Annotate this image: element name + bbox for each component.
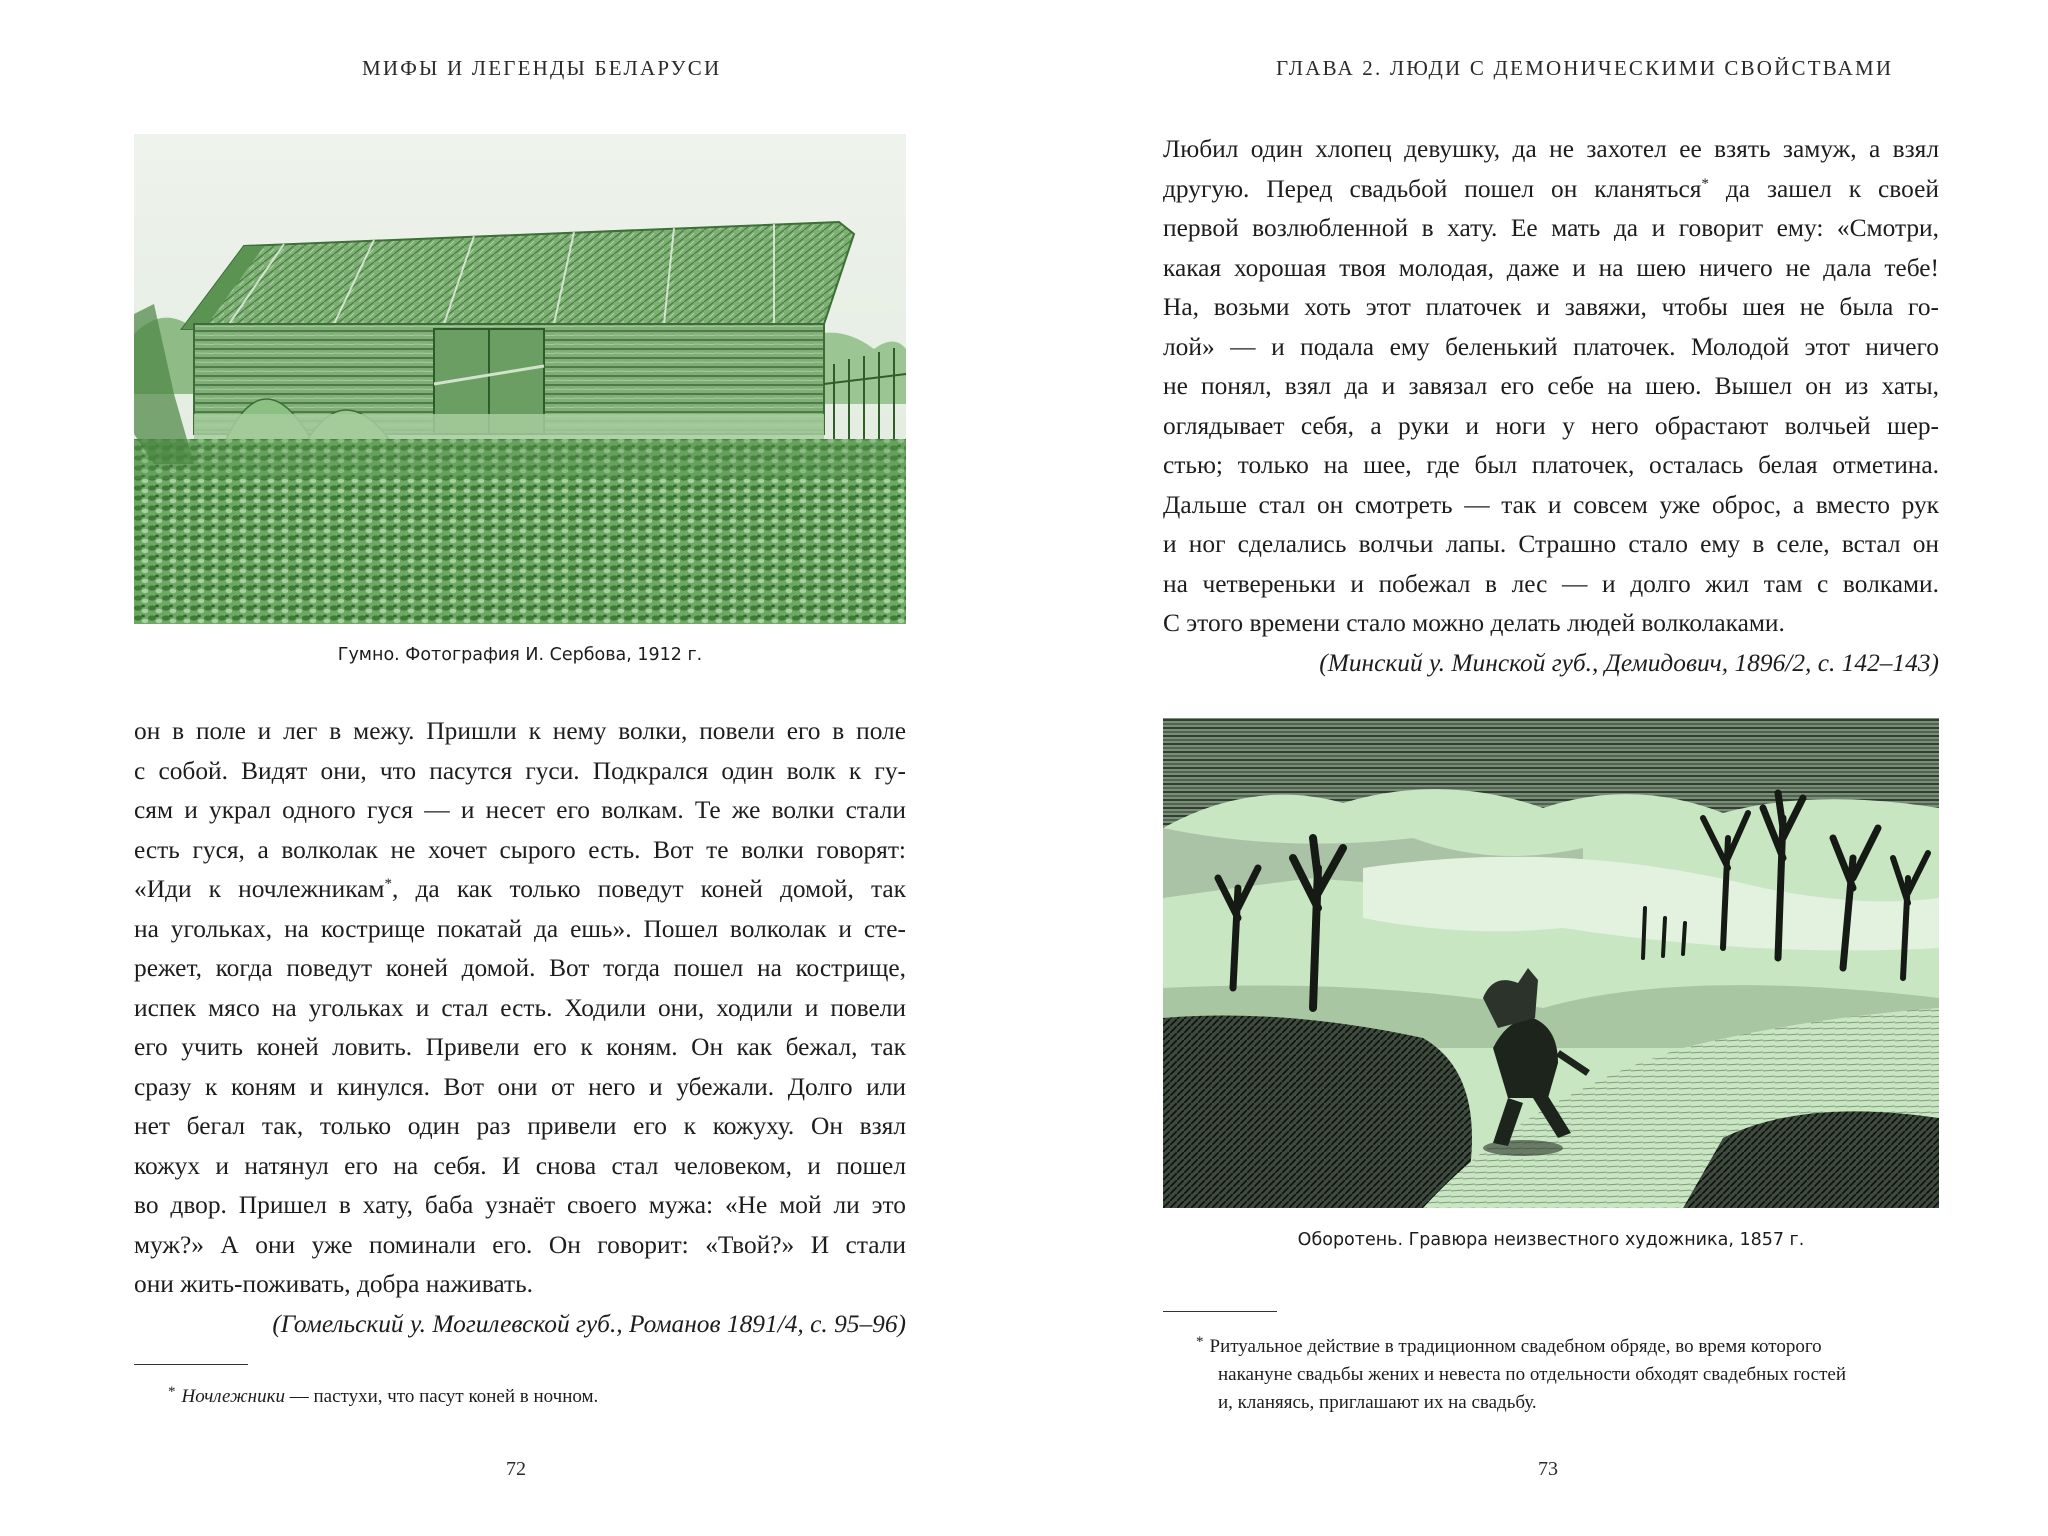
- text-line: оглядывает себя, а руки и ноги у него обрастают волчьей шер-: [1163, 411, 1939, 440]
- footnote-line: накануне свадьбы жених и невеста по отдельности обходят свадебных гостей: [1218, 1364, 1846, 1385]
- text-line-part: , да как только поведут коней домой, так: [392, 875, 906, 903]
- text-line: режет, когда поведут коней домой. Вот тогда пошел на кострище,: [134, 954, 906, 982]
- footnote-mark: *: [168, 1384, 176, 1400]
- text-line: кожух и натянул его на себя. И снова стал человеком, и пошел: [134, 1151, 906, 1180]
- footnote-line: [1196, 1328, 1938, 1361]
- footnote-left: [168, 1378, 908, 1411]
- running-head-left: МИФЫ И ЛЕГЕНДЫ БЕЛАРУСИ: [362, 56, 722, 80]
- text-line-part: другую. Перед свадьбой пошел он кланяться: [1163, 174, 1702, 203]
- text-line: первой возлюбленной в хату. Ее мать да и говорит ему: «Смотри,: [1163, 214, 1939, 242]
- text-line: его учить коней ловить. Привели его к коням. Он как бежал, так: [134, 1033, 906, 1061]
- text-line: есть гуся, а волколак не хочет сырого есть. Вот те волки говорят:: [134, 835, 906, 864]
- barn-photo-image: [134, 134, 906, 624]
- footnote-line: и, кланяясь, приглашают их на свадьбу.: [1218, 1392, 1537, 1413]
- figure-caption-right: Оборотень. Гравюра неизвестного художника, 1857 г.: [1297, 1230, 1805, 1250]
- footnote-text: Ритуальное действие в традиционном свадебном обряде, во время которого: [1209, 1336, 1822, 1357]
- text-line: с собой. Видят они, что пасутся гуси. Подкрался один волк к гу-: [134, 756, 906, 785]
- text-line: не понял, взял да и завязал его себе на шею. Вышел он из хаты,: [1163, 372, 1939, 400]
- text-line: сям и украл одного гуся — и несет его волкам. Те же волки стали: [134, 796, 906, 824]
- text-line: Дальше стал он смотреть — так и совсем уже оброс, а вместо рук: [1163, 490, 1939, 519]
- running-head-right: ГЛАВА 2. ЛЮДИ С ДЕМОНИЧЕСКИМИ СВОЙСТВАМИ: [1276, 56, 1894, 80]
- text-line: на четвереньки и побежал в лес — и долго жил там с волками.: [1163, 569, 1939, 598]
- text-line: [1163, 170, 1939, 210]
- source-citation-left: (Гомельский у. Могилевской губ., Романов 1891/4, с. 95–96): [272, 1309, 906, 1338]
- figure-caption-left: Гумно. Фотография И. Сербова, 1912 г.: [337, 645, 703, 665]
- text-line: [134, 870, 906, 910]
- text-line: сразу к коням и кинулся. Вот они от него и убежали. Долго или: [134, 1072, 906, 1101]
- footnote-mark: *: [1196, 1334, 1204, 1350]
- werewolf-engraving: [1163, 718, 1939, 1208]
- text-line: стью; только на шее, где был платочек, осталась белая отметина.: [1163, 451, 1939, 479]
- body-text-left: [134, 712, 906, 1344]
- footnote-marker[interactable]: *: [384, 876, 392, 892]
- engraving-image: [1163, 718, 1939, 1208]
- text-line: они жить-поживать, добра наживать.: [134, 1270, 534, 1298]
- page-number-right: 73: [1538, 1458, 1558, 1480]
- text-line: Любил один хлопец девушку, да не захотел ее взять замуж, а взял: [1163, 135, 1939, 163]
- text-line: и ног сделались волчьи лапы. Страшно стало ему в селе, встал он: [1163, 530, 1939, 558]
- text-line: он в поле и лег в межу. Пришли к нему волки, повели его в поле: [134, 717, 906, 745]
- footnote-right: [1196, 1328, 1938, 1417]
- body-text-right: [1163, 130, 1939, 683]
- text-line-part: «Иди к ночлежникам: [134, 875, 385, 903]
- right-page: [1024, 0, 2048, 1536]
- barn-photograph: [134, 134, 906, 624]
- source-citation-right: (Минский у. Минской губ., Демидович, 1896/2, с. 142–143): [1319, 648, 1939, 677]
- footnote-term: Ночлежники: [181, 1386, 285, 1407]
- text-line-part: да зашел к своей: [1708, 174, 1939, 203]
- text-line: муж?» А они уже поминали его. Он говорит: «Твой?» И стали: [134, 1230, 906, 1259]
- footnote-text: — пастухи, что пасут коней в ночном.: [285, 1386, 599, 1407]
- page-number-left: 72: [506, 1458, 526, 1480]
- text-line: испек мясо на угольках и стал есть. Ходили они, ходили и повели: [134, 993, 906, 1022]
- text-line: какая хорошая твоя молодая, даже и на шею ничего не дала тебе!: [1163, 253, 1939, 282]
- footnote-rule-left: [134, 1364, 248, 1365]
- text-line: нет бегал так, только один раз привели его к кожуху. Он взял: [134, 1112, 906, 1140]
- text-line: На, возьми хоть этот платочек и завяжи, чтобы шея не была го-: [1163, 293, 1939, 321]
- text-line: С этого времени стало можно делать людей волколаками.: [1163, 609, 1785, 637]
- footnote-marker[interactable]: *: [1701, 175, 1709, 192]
- text-line: на угольках, на кострище покатай да ешь». Пошел волколак и сте-: [134, 914, 906, 943]
- text-line: во двор. Пришел в хату, баба узнаёт своего мужа: «Не мой ли это: [134, 1191, 906, 1219]
- footnote-rule-right: [1163, 1311, 1277, 1312]
- text-line: лой» — и подала ему беленький платочек. Молодой этот ничего: [1163, 332, 1939, 361]
